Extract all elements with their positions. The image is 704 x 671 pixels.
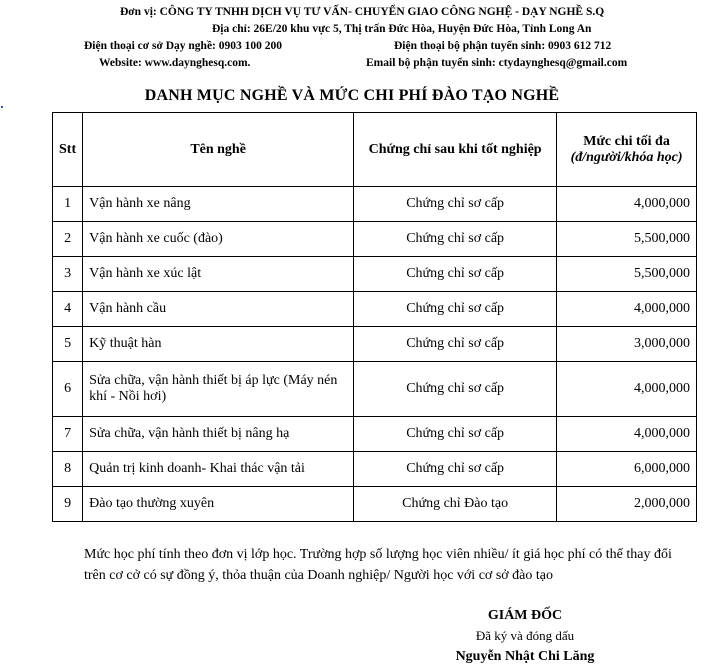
row-name: Vận hành xe nâng: [83, 187, 354, 222]
row-fee: 4,000,000: [557, 292, 697, 327]
table-row: [53, 187, 697, 222]
header-fee-unit: (đ/người/khóa học): [570, 149, 683, 165]
table-row: [53, 417, 697, 452]
row-name: Sửa chữa, vận hành thiết bị nâng hạ: [83, 417, 354, 452]
row-fee: 5,500,000: [557, 222, 697, 257]
row-cert: Chứng chỉ sơ cấp: [354, 187, 557, 222]
row-cert: Chứng chỉ sơ cấp: [354, 257, 557, 292]
header-fee-title: Mức chi tối đa: [583, 133, 670, 149]
row-stt: 1: [53, 187, 83, 222]
header-name: Tên nghề: [83, 113, 354, 187]
row-cert: Chứng chỉ sơ cấp: [354, 222, 557, 257]
row-stt: 5: [53, 327, 83, 362]
letterhead: [0, 4, 704, 72]
company-address: Địa chỉ: 26E/20 khu vực 5, Thị trấn Đức Hòa, Huyện Đức Hòa, Tỉnh Long An: [212, 23, 592, 35]
fee-note: Mức học phí tính theo đơn vị lớp học. Trường hợp số lượng học viên nhiều/ ít giá học phí có thể thay đổi trên cơ cở có sự đồng ý, thỏa thuận của Doanh nghiệp/ Người học với cơ sở đào tạo: [84, 547, 672, 583]
row-name: Vận hành xe cuốc (đào): [83, 222, 354, 257]
table-row: [53, 362, 697, 417]
signer-name: Nguyễn Nhật Chi Lăng: [455, 649, 595, 664]
table-header-row: [53, 113, 697, 187]
row-stt: 7: [53, 417, 83, 452]
row-cert: Chứng chỉ sơ cấp: [354, 327, 557, 362]
table-row: [53, 222, 697, 257]
row-cert: Chứng chỉ sơ cấp: [354, 417, 557, 452]
row-name: Quản trị kinh doanh- Khai thác vận tải: [83, 452, 354, 487]
header-cert: Chứng chỉ sau khi tốt nghiệp: [354, 113, 557, 187]
website-link[interactable]: Website: www.daynghesq.com.: [99, 57, 251, 69]
row-stt: 9: [53, 487, 83, 522]
row-name: Đào tạo thường xuyên: [83, 487, 354, 522]
row-stt: 3: [53, 257, 83, 292]
school-phone: Điện thoại cơ sở Dạy nghề: 0903 100 200: [84, 40, 283, 52]
row-stt: 6: [53, 362, 83, 417]
row-name: Vận hành cầu: [83, 292, 354, 327]
table-row: [53, 487, 697, 522]
table-row: [53, 452, 697, 487]
row-cert: Chứng chỉ sơ cấp: [354, 452, 557, 487]
row-cert: Chứng chỉ sơ cấp: [354, 362, 557, 417]
signed-stamp-note: Đã ký và đóng dấu: [475, 628, 575, 643]
row-fee: 4,000,000: [557, 362, 697, 417]
row-name: Sửa chữa, vận hành thiết bị áp lực (Máy nén khí - Nồi hơi): [83, 362, 354, 417]
row-name: Vận hành xe xúc lật: [83, 257, 354, 292]
row-cert: Chứng chỉ Đào tạo: [354, 487, 557, 522]
row-fee: 4,000,000: [557, 417, 697, 452]
row-name: Kỹ thuật hàn: [83, 327, 354, 362]
row-stt: 8: [53, 452, 83, 487]
table-row: [53, 327, 697, 362]
company-name: Đơn vị: CÔNG TY TNHH DỊCH VỤ TƯ VẤN- CHUYỂN GIAO CÔNG NGHỆ - DẠY NGHỀ S.Q: [120, 6, 605, 18]
admission-phone: Điện thoại bộ phận tuyển sinh: 0903 612 712: [394, 40, 612, 52]
stray-dot: [1, 106, 3, 108]
header-fee: [557, 113, 697, 187]
row-cert: Chứng chỉ sơ cấp: [354, 292, 557, 327]
row-fee: 6,000,000: [557, 452, 697, 487]
row-fee: 3,000,000: [557, 327, 697, 362]
header-stt: Stt: [53, 113, 83, 187]
admission-email[interactable]: Email bộ phận tuyển sinh: ctydaynghesq@gmail.com: [366, 57, 628, 69]
fee-table: [52, 112, 697, 522]
table-row: [53, 257, 697, 292]
row-stt: 4: [53, 292, 83, 327]
document-title: DANH MỤC NGHỀ VÀ MỨC CHI PHÍ ĐÀO TẠO NGHỀ: [144, 87, 560, 104]
row-fee: 4,000,000: [557, 187, 697, 222]
row-fee: 5,500,000: [557, 257, 697, 292]
row-stt: 2: [53, 222, 83, 257]
row-fee: 2,000,000: [557, 487, 697, 522]
table-row: [53, 292, 697, 327]
signer-role: GIÁM ĐỐC: [487, 608, 563, 623]
signature-block: [420, 606, 630, 667]
